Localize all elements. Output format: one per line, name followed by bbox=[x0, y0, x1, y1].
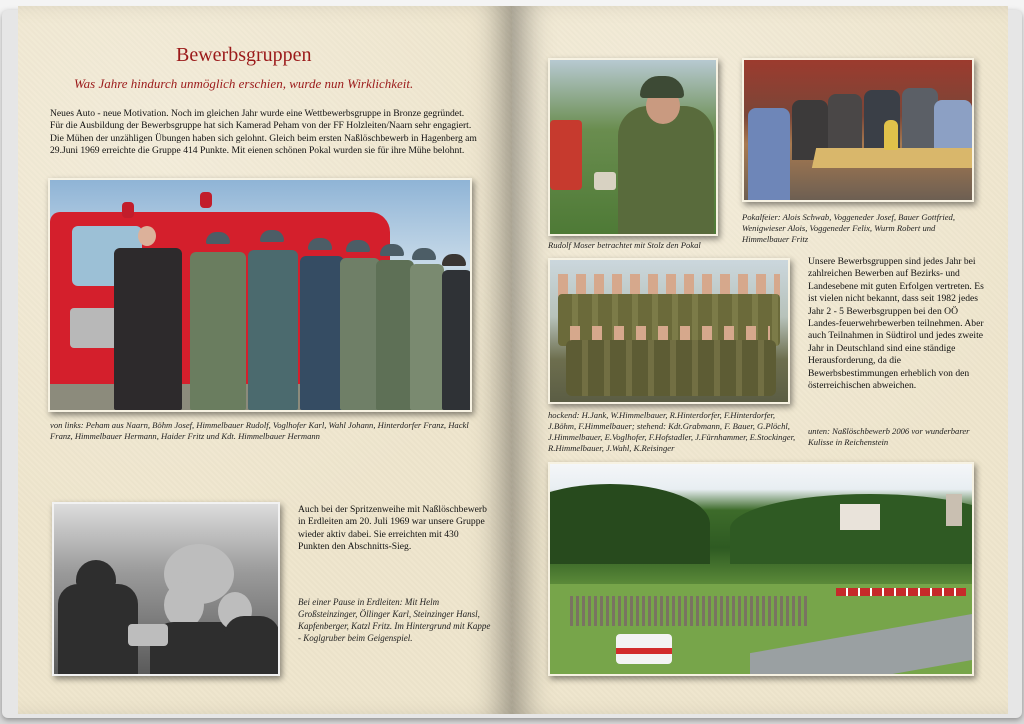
spectators bbox=[570, 596, 810, 626]
helmet bbox=[206, 232, 230, 244]
pokalfeier-photo bbox=[742, 58, 974, 202]
moser-pokal-photo bbox=[548, 58, 718, 236]
firefighter bbox=[410, 264, 444, 410]
bewerbsgruppen-text: Unsere Bewerbsgruppen sind jedes Jahr bei zahlreichen Bewerben auf Bezirks- und Landesebene mit guten Erfolgen vertreten. Es ist vielen nicht bekannt, dass seit 1982 jedes Jahr 2 - 5 Bewerbsgruppen bei den OÖ Landes-feuerwehrbewerben teilnehmen. Aber auch Teilnahmen in Südtirol und jedes zweite Jahr in Deutschland sind eine ständige Herausforderung, da die Bewerbsbestimmungen erheblich von den österreichischen abweichen. bbox=[808, 256, 984, 392]
right-page bbox=[512, 6, 1008, 714]
photo1-caption: von links: Peham aus Naarn, Böhm Josef, Himmelbauer Rudolf, Voglhofer Karl, Wahl Johann, Hinterdorfer Franz, Hackl Franz, Himmelbauer Hermann, Haider Fritz und Kdt. Himmelbauer Hermann bbox=[50, 420, 469, 441]
pokalfeier-caption: Pokalfeier: Alois Schwab, Voggeneder Josef, Bauer Gottfried, Wenigwieser Alois, Voggeneder Felix, Wurm Robert und Himmelbauer Fritz bbox=[742, 212, 955, 244]
person bbox=[748, 108, 790, 200]
reichenstein-landscape-photo bbox=[548, 462, 974, 676]
spritzenweihe-text: Auch bei der Spritzenweihe mit Naßlöschbewerb in Erdleiten am 20. Juli 1969 war unsere Gruppe wieder aktiv dabei. Sie erreichten mit 430 Punkten den Abschnitts-Sieg. bbox=[298, 504, 487, 553]
kneeling-row bbox=[566, 340, 776, 396]
person-head bbox=[138, 226, 156, 246]
helmet bbox=[308, 238, 332, 250]
erdleiten-pause-photo bbox=[52, 502, 280, 676]
trophy bbox=[884, 120, 898, 150]
group-heads bbox=[558, 274, 780, 296]
firefighter bbox=[248, 250, 298, 410]
person-body bbox=[224, 616, 280, 676]
table bbox=[812, 148, 974, 168]
person-helmet bbox=[58, 584, 138, 676]
hill bbox=[548, 484, 710, 564]
left-page bbox=[18, 6, 512, 714]
hat bbox=[442, 254, 466, 266]
group-photo bbox=[548, 258, 790, 404]
firefighter-body bbox=[618, 106, 714, 234]
group-caption: hockend: H.Jank, W.Himmelbauer, R.Hinterdorfer, F.Hinterdorfer, J.Böhm, F.Himmelbauer; stehend: Kdt.Grabmann, F. Bauer, G.Plöchl, J.Himmelbauer, E.Voglhofer, F.Hofstadler, J.Fürnhammer, E.Stockinger, R.Himmelbauer, J.Wahl, K.Reisinger bbox=[548, 410, 796, 453]
firefighter bbox=[376, 260, 414, 410]
helmet bbox=[412, 248, 436, 260]
pause-caption: Bei einer Pause in Erdleiten: Mit Helm Großsteinzinger, Öllinger Karl, Steinzinger Hansl, Kapfenberger, Katzl Fritz. Im Hintergrund mit Kappe - Koglgruber beim Geigenspiel. bbox=[298, 597, 491, 643]
firefighter bbox=[340, 258, 380, 410]
truck-siren-light bbox=[122, 202, 134, 218]
table bbox=[128, 624, 168, 646]
person-suit bbox=[114, 248, 182, 410]
intro-text: Neues Auto - neue Motivation. Noch im gleichen Jahr wurde eine Wettbewerbsgruppe in Bronze gegründet. Für die Ausbildung der Bewerbsgruppe hat sich Kamerad Peham von der FF Holzleiten/Naarn sehr engagiert. Die Mühen der unzähligen Übungen haben sich gelohnt. Gleich beim ersten Naßlöschbewerb in Hagenberg am 29.Juni 1969 erreichte die Gruppe 414 Punkte. Mit eienen schönen Pokal wurden sie für ihre Mühe belohnt. bbox=[50, 108, 477, 157]
moser-caption: Rudolf Moser betrachtet mit Stolz den Pokal bbox=[548, 240, 701, 250]
landscape-caption: unten: Naßlöschbewerb 2006 vor wunderbarer Kulisse in Reichenstein bbox=[808, 426, 970, 447]
firefighter bbox=[190, 252, 246, 410]
page-title: Bewerbsgruppen bbox=[176, 44, 312, 66]
helmet bbox=[640, 76, 684, 98]
van-stripe bbox=[616, 648, 672, 654]
trophy bbox=[594, 172, 616, 190]
helmet bbox=[380, 244, 404, 256]
firefighter bbox=[300, 256, 344, 410]
helmet bbox=[260, 230, 284, 242]
person bbox=[902, 88, 938, 148]
page-subtitle: Was Jahre hindurch unmöglich erschien, wurde nun Wirklichkeit. bbox=[74, 76, 414, 91]
helmet bbox=[76, 560, 116, 586]
truck-siren-light bbox=[200, 192, 212, 208]
fire-truck-team-photo bbox=[48, 178, 472, 412]
castle bbox=[840, 504, 880, 530]
tower bbox=[946, 494, 962, 526]
person-hat bbox=[442, 270, 472, 410]
red-vehicle bbox=[550, 120, 582, 190]
parked-cars bbox=[836, 588, 966, 596]
person bbox=[828, 94, 862, 150]
helmet bbox=[346, 240, 370, 252]
